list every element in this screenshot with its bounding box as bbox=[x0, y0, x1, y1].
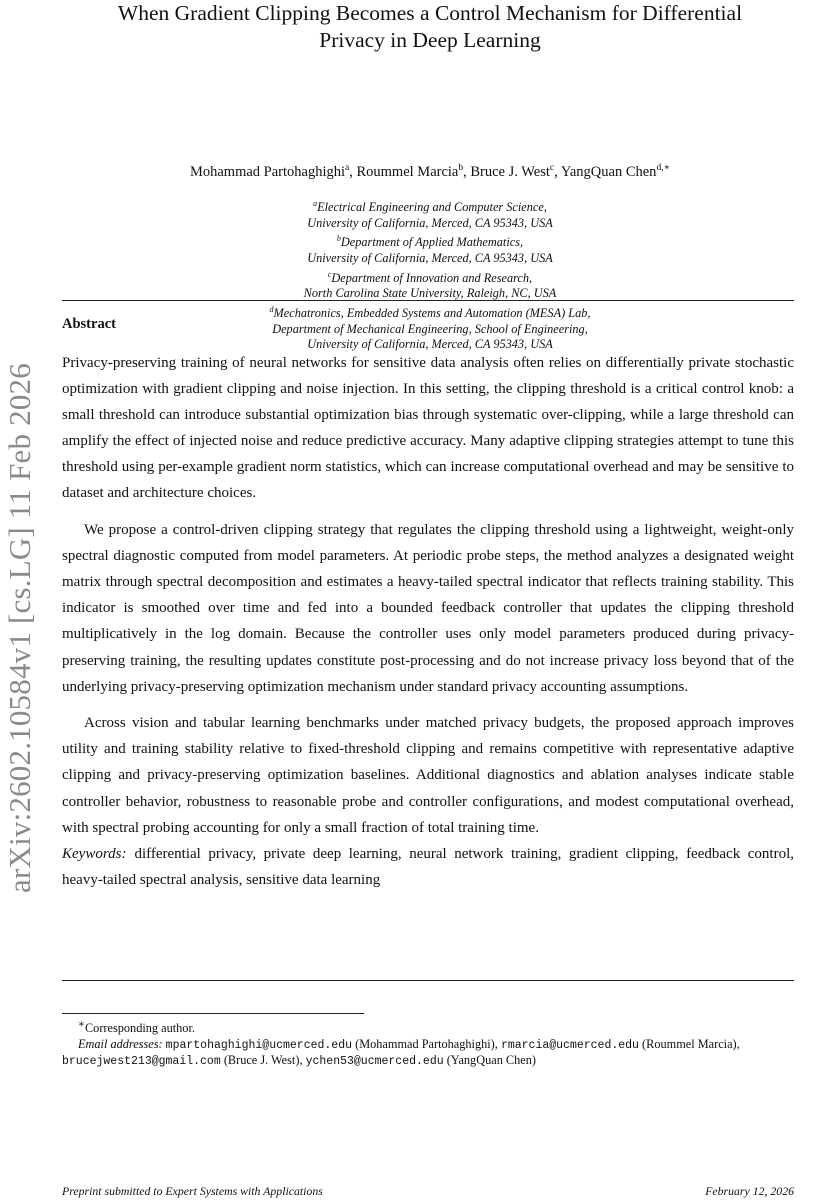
abstract-body bbox=[62, 350, 794, 903]
arxiv-sidebar-stamp: arXiv:2602.10584v1 [cs.LG] 11 Feb 2026 bbox=[2, 363, 37, 893]
affiliation-line: $^c$Department of Innovation and Research, bbox=[327, 269, 533, 285]
affiliation-line: University of California, Merced, CA 95343, USA bbox=[307, 337, 553, 352]
keywords-list: differential privacy, private deep learning, neural network training, gradient clipping, feedback control, heavy-tailed spectral analysis, sensitive data learning bbox=[62, 845, 794, 888]
affiliation-line: $^a$Electrical Engineering and Computer Science, bbox=[313, 199, 547, 215]
abstract-top-rule bbox=[62, 300, 794, 301]
affiliations bbox=[60, 196, 800, 353]
email-link[interactable]: brucejwest213@gmail.com bbox=[62, 1055, 221, 1069]
abstract-bottom-rule bbox=[62, 980, 794, 981]
abstract-paragraph: Privacy-preserving training of neural networks for sensitive data analysis often relies on differentially private stochastic optimization with gradient clipping and noise injection. In this setting, the clipping threshold is a critical control knob: a small threshold can introduce substantial optimization bias through systematic over-clipping, while a large threshold can amplify the effect of injected noise and reduce predictive accuracy. Many adaptive clipping strategies attempt to tune this threshold using per-example gradient norm statistics, which can increase computational overhead and may be sensitive to dataset and architecture choices. bbox=[62, 355, 794, 502]
keywords-label: Keywords: bbox=[62, 845, 127, 862]
footnotes bbox=[62, 1017, 794, 1070]
affiliation-line: Department of Mechanical Engineering, School of Engineering, bbox=[272, 321, 588, 336]
keywords bbox=[62, 841, 794, 893]
footnote-rule bbox=[62, 1013, 364, 1014]
paper-title bbox=[60, 0, 800, 54]
title-line: Privacy in Deep Learning bbox=[319, 28, 541, 52]
email-addresses-cont: brucejwest213@gmail.com (Bruce J. West), ychen53@ucmerced.edu (YangQuan Chen) bbox=[62, 1053, 536, 1069]
footer-date: February 12, 2026 bbox=[705, 1184, 794, 1198]
corresponding-author-note: ∗Corresponding author. bbox=[78, 1019, 195, 1036]
email-link[interactable]: mpartohaghighi@ucmerced.edu bbox=[165, 1038, 353, 1052]
affiliation-line: University of California, Merced, CA 95343, USA bbox=[307, 250, 553, 265]
abstract-heading: Abstract bbox=[62, 316, 116, 332]
email-link[interactable]: ychen53@ucmerced.edu bbox=[305, 1055, 444, 1069]
affiliation-line: University of California, Merced, CA 95343, USA bbox=[307, 215, 553, 230]
email-addresses: Email addresses: mpartohaghighi@ucmerced.edu (Mohammad Partohaghighi), rmarcia@ucmerced.edu (Roummel Marcia), bbox=[78, 1036, 740, 1052]
abstract-paragraph: Across vision and tabular learning benchmarks under matched privacy budgets, the proposed approach improves utility and training stability relative to fixed-threshold clipping and remains competitive with representative adaptive clipping and privacy-preserving optimization baselines. Additional diagnostics and ablation analyses indicate stable controller behavior, robustness to reasonable probe and controller configurations, and modest computational overhead, with spectral probing accounting for only a small fraction of total training time. bbox=[62, 715, 794, 836]
title-line: When Gradient Clipping Becomes a Control Mechanism for Differential bbox=[117, 1, 743, 25]
author: Bruce J. West$^c$ bbox=[470, 163, 555, 180]
affiliation-line: $^d$Mechatronics, Embedded Systems and Automation (MESA) Lab, bbox=[269, 304, 591, 320]
author: Roummel Marcia$^b$ bbox=[356, 163, 464, 180]
email-link[interactable]: rmarcia@ucmerced.edu bbox=[500, 1038, 639, 1052]
abstract-paragraph: We propose a control-driven clipping strategy that regulates the clipping threshold using a lightweight, weight-only spectral diagnostic computed from model parameters. At periodic probe steps, the method analyzes a designated weight matrix through spectral decomposition and estimates a heavy-tailed spectral indicator that reflects training stability. This indicator is smoothed over time and fed into a bounded feedback controller that updates the clipping threshold multiplicatively in the log domain. Because the controller uses only model parameters produced during privacy-preserving training, the resulting updates constitute post-processing and do not increase privacy loss beyond that of the underlying privacy-preserving optimization mechanism under standard privacy accounting assumptions. bbox=[62, 522, 794, 695]
affiliation-line: North Carolina State University, Raleigh, NC, USA bbox=[303, 286, 557, 301]
footer-preprint-note: Preprint submitted to Expert Systems with Applications bbox=[62, 1184, 323, 1198]
author-list: Mohammad Partohaghighi$^a$, Roummel Marcia$^b$, Bruce J. West$^c$, YangQuan Chen$^{d,∗}$ bbox=[189, 163, 671, 180]
author: YangQuan Chen$^{d,∗}$ bbox=[560, 163, 671, 180]
author: Mohammad Partohaghighi$^a$ bbox=[189, 163, 350, 180]
affiliation-line: $^b$Department of Applied Mathematics, bbox=[336, 234, 524, 250]
